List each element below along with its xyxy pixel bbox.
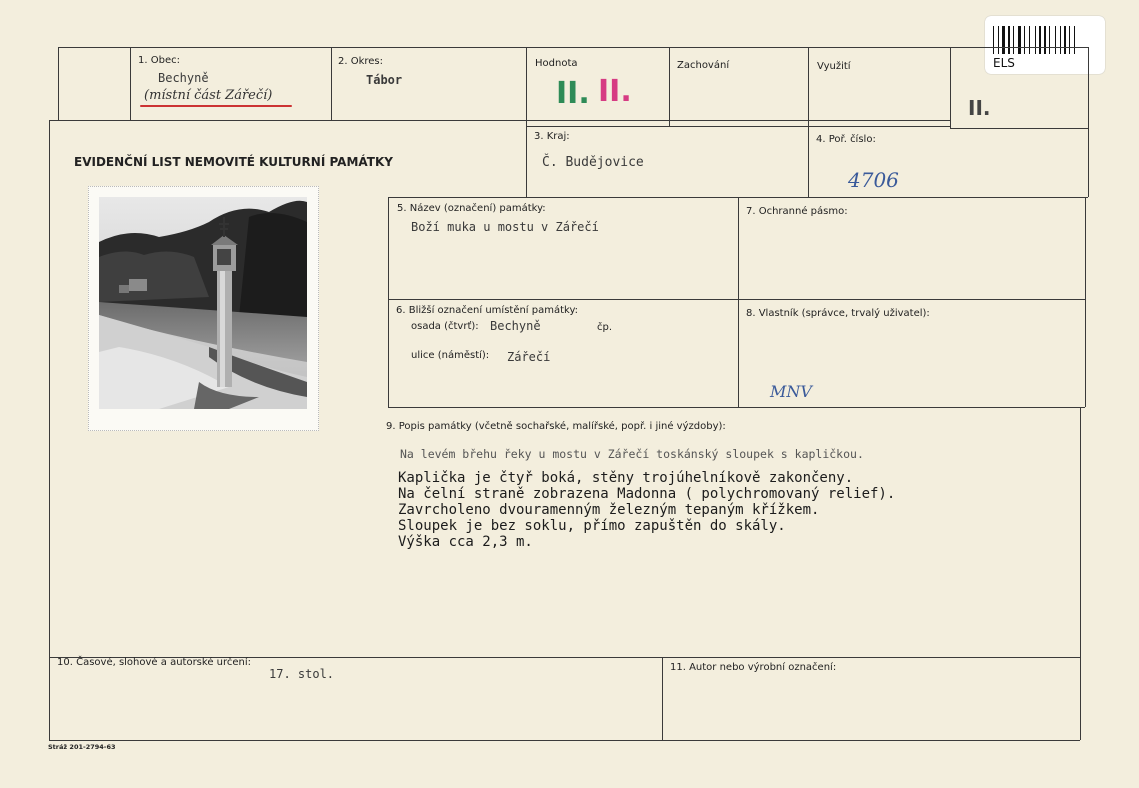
- popis-line-1: Na levém břehu řeky u mostu v Zářečí toskánský sloupek s kapličkou.: [400, 447, 864, 461]
- nazev-label: 5. Název (označení) památky:: [397, 203, 546, 214]
- popis-line: Výška cca 2,3 m.: [398, 534, 533, 550]
- obec-note: (místní část Zářečí): [144, 88, 273, 103]
- por-cislo-label: 4. Poř. číslo:: [816, 134, 876, 145]
- autor-label: 11. Autor nebo výrobní označení:: [670, 662, 837, 673]
- casove-value: 17. stol.: [269, 667, 335, 681]
- rule: [950, 47, 951, 128]
- umisteni-label: 6. Bližší označení umístění památky:: [396, 305, 579, 316]
- rule: [49, 120, 50, 740]
- vyuziti-mark: II.: [968, 96, 991, 120]
- rule: [669, 47, 670, 126]
- ochranne-pasmo-label: 7. Ochranné pásmo:: [746, 206, 848, 217]
- popis-label: 9. Popis památky (včetně sochařské, malířské, popř. i jiné výzdoby):: [386, 421, 726, 432]
- hodnota-green: II.: [556, 76, 590, 111]
- red-underline: [140, 105, 292, 107]
- rule: [331, 47, 332, 120]
- form-title: EVIDENČNÍ LIST NEMOVITÉ KULTURNÍ PAMÁTKY: [74, 155, 393, 169]
- vyuziti-label: Využití: [817, 61, 851, 72]
- rule: [49, 740, 1080, 741]
- photo-frame: [88, 186, 319, 431]
- popis-line: Na čelní straně zobrazena Madonna ( polychromovaný relief).: [398, 486, 896, 502]
- rule: [130, 47, 131, 120]
- hodnota-label: Hodnota: [535, 58, 578, 69]
- vlastnik-label: 8. Vlastník (správce, trvalý uživatel):: [746, 308, 930, 319]
- rule: [388, 407, 1085, 408]
- cp-label: čp.: [597, 322, 613, 333]
- osada-value: Bechyně: [490, 319, 541, 333]
- zachovani-label: Zachování: [677, 60, 730, 71]
- casove-label: 10. Časové, slohové a autorské určení:: [57, 657, 252, 668]
- rule: [1080, 407, 1081, 657]
- rule: [388, 299, 1085, 300]
- popis-line: Sloupek je bez soklu, přímo zapuštěn do skály.: [398, 518, 786, 534]
- vlastnik-value: MNV: [770, 382, 812, 401]
- rule: [738, 197, 739, 407]
- rule: [808, 47, 809, 197]
- rule: [1085, 197, 1086, 407]
- obec-value: Bechyně: [158, 71, 209, 85]
- por-cislo-value: 4706: [848, 168, 899, 192]
- ulice-value: Zářečí: [507, 350, 551, 364]
- barcode-sticker: [985, 16, 1105, 74]
- rule: [662, 657, 663, 740]
- rule: [58, 47, 1088, 48]
- okres-label: 2. Okres:: [338, 56, 384, 67]
- monument-photo: [99, 197, 307, 409]
- kraj-label: 3. Kraj:: [534, 131, 570, 142]
- nazev-value: Boží muka u mostu v Zářečí: [411, 220, 599, 234]
- popis-line: Kaplička je čtyř boká, stěny trojúhelníkově zakončeny.: [398, 470, 854, 486]
- osada-label: osada (čtvrť):: [411, 321, 479, 332]
- rule: [388, 197, 389, 407]
- obec-label: 1. Obec:: [138, 55, 180, 66]
- rule: [526, 126, 950, 127]
- rule: [58, 120, 950, 121]
- ulice-label: ulice (náměstí):: [411, 350, 490, 361]
- okres-value: Tábor: [366, 73, 403, 87]
- rule: [526, 47, 527, 197]
- rule: [1080, 657, 1081, 740]
- rule: [49, 120, 58, 121]
- print-code: Stráž 201-2794-63: [48, 743, 116, 751]
- rule: [58, 47, 59, 120]
- rule: [950, 128, 1088, 129]
- kraj-value: Č. Budějovice: [542, 155, 644, 170]
- hodnota-pink: II.: [598, 74, 632, 109]
- rule: [1088, 47, 1089, 197]
- sticker-code: ELS: [993, 56, 1015, 70]
- barcode-icon: [993, 26, 1079, 54]
- popis-line: Zavrcholeno dvouramenným železným tepaným křížkem.: [398, 502, 820, 518]
